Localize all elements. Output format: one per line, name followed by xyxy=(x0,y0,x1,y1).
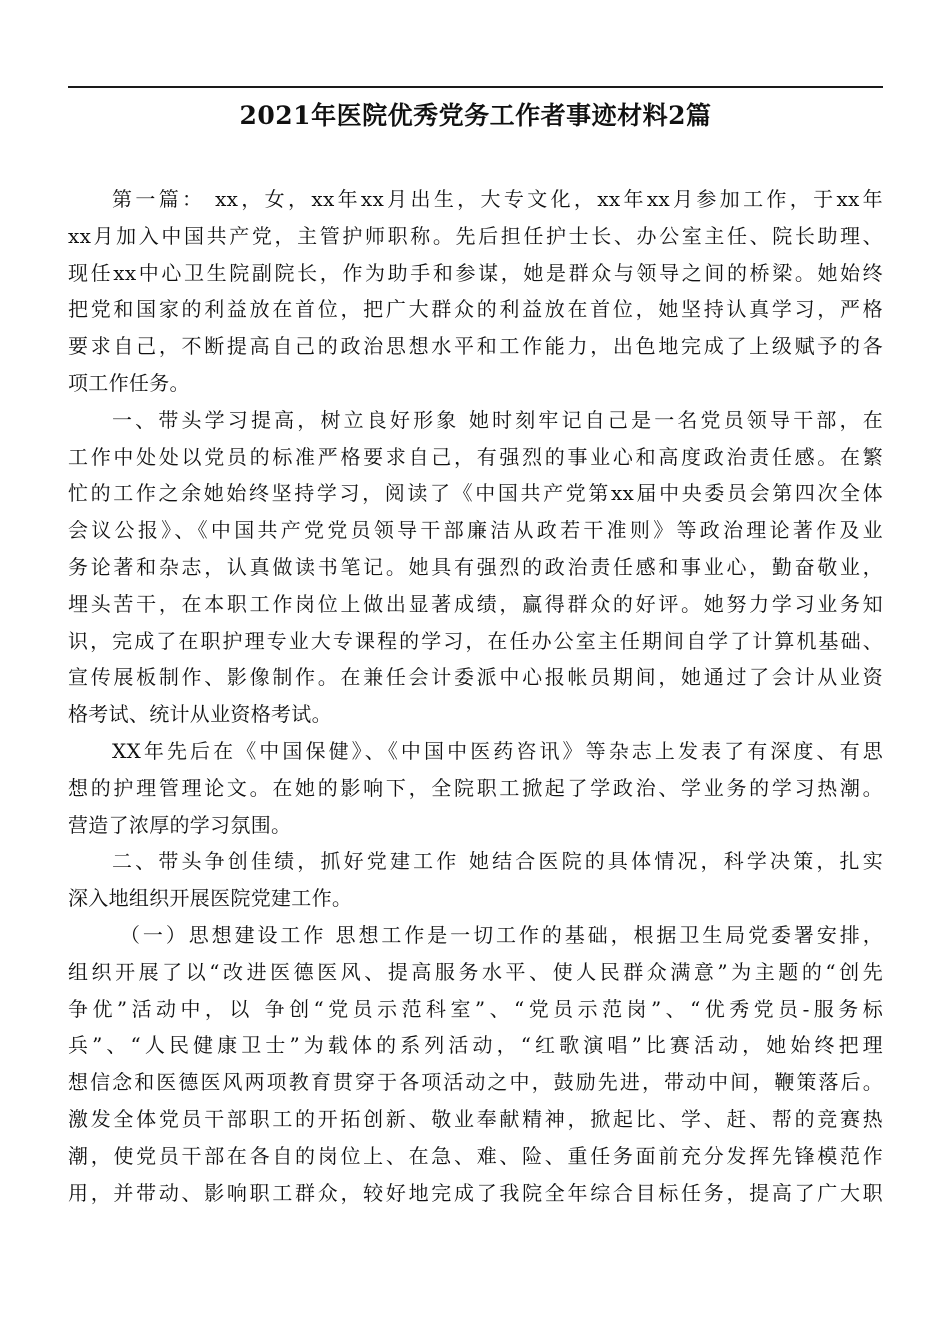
header-rule xyxy=(68,86,883,88)
paragraph xyxy=(68,733,883,843)
text-line: 忙的工作之余她始终坚持学习，阅读了《中国共产党第xx届中央委员会第四次全体 xyxy=(68,481,883,506)
text-line: （一）思想建设工作 思想工作是一切工作的基础，根据卫生局党委署安排， xyxy=(120,922,883,947)
text-line: 用，并带动、影响职工群众，较好地完成了我院全年综合目标任务，提高了广大职 xyxy=(68,1180,883,1205)
text-line: 营造了浓厚的学习氛围。 xyxy=(68,812,292,837)
text-line: 争优”活动中，以 争创“党员示范科室”、“党员示范岗”、“优秀党员-服务标 xyxy=(68,996,883,1021)
document-title: 2021年医院优秀党务工作者事迹材料2篇 xyxy=(239,101,712,130)
text-line: 宣传展板制作、影像制作。在兼任会计委派中心报帐员期间，她通过了会计从业资 xyxy=(68,665,883,690)
text-line: 兵”、“人民健康卫士”为载体的系列活动，“红歌演唱”比赛活动，她始终把理 xyxy=(68,1033,883,1058)
text-line: xx月加入中国共产党，主管护师职称。先后担任护士长、办公室主任、院长助理、 xyxy=(68,223,883,248)
text-line: 现任xx中心卫生院副院长，作为助手和参谋，她是群众与领导之间的桥梁。她始终 xyxy=(68,260,883,285)
paragraph xyxy=(68,843,883,917)
text-line: 一、带头学习提高，树立良好形象 她时刻牢记自己是一名党员领导干部，在 xyxy=(112,407,883,432)
document-body xyxy=(68,181,883,1211)
text-line: 把党和国家的利益放在首位，把广大群众的利益放在首位，她坚持认真学习，严格 xyxy=(68,297,883,322)
text-line: 深入地组织开展医院党建工作。 xyxy=(68,886,353,911)
text-line: 识，完成了在职护理专业大专课程的学习，在任办公室主任期间自学了计算机基础、 xyxy=(68,628,883,653)
text-line: 项工作任务。 xyxy=(68,370,190,395)
text-line: 二、带头争创佳绩，抓好党建工作 她结合医院的具体情况，科学决策，扎实 xyxy=(112,849,883,874)
text-line: 想信念和医德医风两项教育贯穿于各项活动之中，鼓励先进，带动中间，鞭策落后。 xyxy=(68,1070,883,1095)
text-line: 激发全体党员干部职工的开拓创新、敬业奉献精神，掀起比、学、赶、帮的竞赛热 xyxy=(68,1106,883,1131)
text-line: 要求自己，不断提高自己的政治思想水平和工作能力，出色地完成了上级赋予的各 xyxy=(68,334,883,359)
text-line: 工作中处处以党员的标准严格要求自己，有强烈的事业心和高度政治责任感。在繁 xyxy=(68,444,883,469)
paragraph xyxy=(68,402,883,733)
text-line: 组织开展了以“改进医德医风、提高服务水平、使人民群众满意”为主题的“创先 xyxy=(68,959,883,984)
text-line: 想的护理管理论文。在她的影响下，全院职工掀起了学政治、学业务的学习热潮。 xyxy=(68,775,883,800)
text-line: 潮，使党员干部在各自的岗位上、在急、难、险、重任务面前充分发挥先锋模范作 xyxy=(68,1143,883,1168)
text-line: 第一篇： xx，女，xx年xx月出生，大专文化，xx年xx月参加工作，于xx年 xyxy=(112,187,883,211)
paragraph xyxy=(68,917,883,1211)
text-line: XX年先后在《中国保健》、《中国中医药咨讯》等杂志上发表了有深度、有思 xyxy=(112,738,883,763)
text-line: 格考试、统计从业资格考试。 xyxy=(68,702,332,727)
text-line: 埋头苦干，在本职工作岗位上做出显著成绩，赢得群众的好评。她努力学习业务知 xyxy=(68,591,883,616)
text-line: 务论著和杂志，认真做读书笔记。她具有强烈的政治责任感和事业心，勤奋敬业， xyxy=(68,554,883,579)
text-line: 会议公报》、《中国共产党党员领导干部廉洁从政若干准则》等政治理论著作及业 xyxy=(68,518,883,543)
paragraph xyxy=(68,181,883,402)
